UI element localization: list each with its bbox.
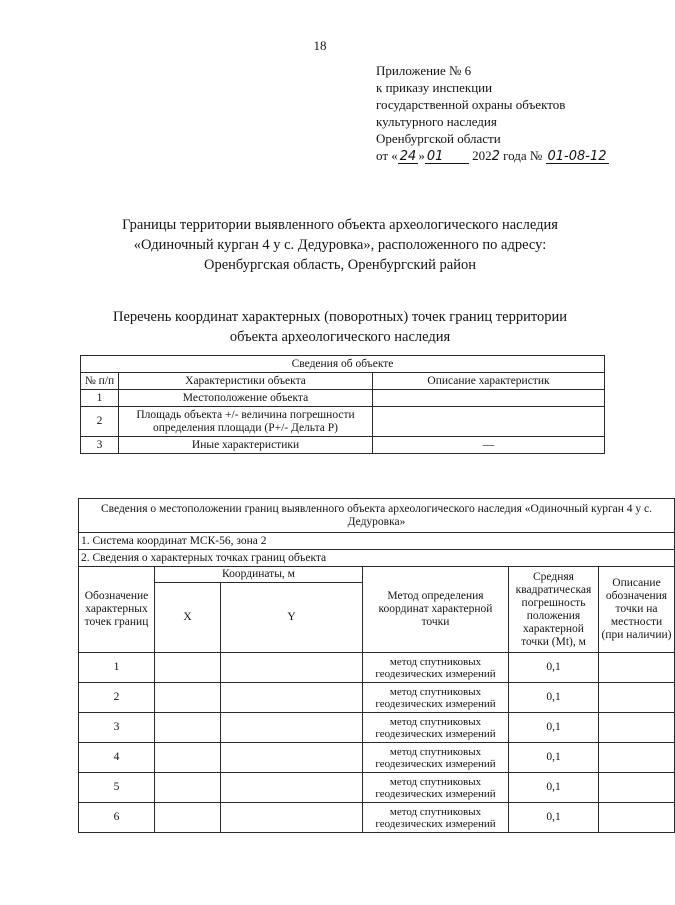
table-row <box>79 803 675 833</box>
point-number: 6 <box>79 803 155 833</box>
appendix-line: к приказу инспекции <box>376 80 493 95</box>
point-x <box>155 653 221 683</box>
point-description <box>599 743 675 773</box>
appendix-line: культурного наследия <box>376 114 497 129</box>
point-method: метод спутниковых геодезических измерений <box>363 683 509 713</box>
date-day-handwritten: 24 <box>399 149 417 164</box>
object-row-num: 1 <box>81 390 119 407</box>
col-x: X <box>155 583 221 653</box>
object-table-header-num: № п/п <box>81 373 119 390</box>
object-row-name: Иные характеристики <box>119 437 373 454</box>
point-method: метод спутниковых геодезических измерений <box>363 743 509 773</box>
point-y <box>221 773 363 803</box>
date-open-quote: « <box>391 148 398 163</box>
date-prefix: от <box>376 148 389 163</box>
table-row <box>81 437 605 454</box>
object-table-header-name: Характеристики объекта <box>119 373 373 390</box>
points-section-row: 2. Сведения о характерных точках границ объекта <box>79 550 675 567</box>
point-y <box>221 683 363 713</box>
title-line: Границы территории выявленного объекта археологического наследия <box>122 217 558 233</box>
point-x <box>155 773 221 803</box>
appendix-block <box>376 62 626 165</box>
point-method: метод спутниковых геодезических измерений <box>363 803 509 833</box>
table-row <box>79 773 675 803</box>
appendix-line: Приложение № 6 <box>376 63 472 78</box>
point-x <box>155 743 221 773</box>
point-y <box>221 803 363 833</box>
date-year-handwritten: 2 <box>491 149 500 164</box>
point-description <box>599 653 675 683</box>
table-row <box>79 653 675 683</box>
object-table-header-value: Описание характеристик <box>373 373 605 390</box>
point-accuracy: 0,1 <box>509 803 599 833</box>
point-number: 5 <box>79 773 155 803</box>
table-row <box>81 407 605 437</box>
point-accuracy: 0,1 <box>509 773 599 803</box>
coord-system-row: 1. Система координат МСК-56, зона 2 <box>79 533 675 550</box>
location-table-header: Сведения о местоположении границ выявленного объекта археологического наследия «Одиночный курган 4 у с. Дедуровка» <box>79 499 675 533</box>
page-number: 18 <box>313 38 327 53</box>
point-number: 3 <box>79 713 155 743</box>
table-row <box>79 683 675 713</box>
point-accuracy: 0,1 <box>509 683 599 713</box>
point-method: метод спутниковых геодезических измерений <box>363 653 509 683</box>
title-line: «Одиночный курган 4 у с. Дедуровка», расположенного по адресу: <box>133 237 547 253</box>
point-accuracy: 0,1 <box>509 743 599 773</box>
object-row-name: Местоположение объекта <box>119 390 373 407</box>
col-method: Метод определения координат характерной точки <box>363 567 509 653</box>
appendix-line: государственной охраны объектов <box>376 97 566 112</box>
table-row <box>79 713 675 743</box>
subtitle-line: объекта археологического наследия <box>229 329 451 345</box>
object-row-value <box>373 407 605 437</box>
point-description <box>599 683 675 713</box>
point-y <box>221 743 363 773</box>
point-number: 2 <box>79 683 155 713</box>
point-x <box>155 713 221 743</box>
col-accuracy: Средняя квадратическая погрешность положения характерной точки (Mt), м <box>509 567 599 653</box>
point-method: метод спутниковых геодезических измерений <box>363 773 509 803</box>
table-row <box>81 390 605 407</box>
point-method: метод спутниковых геодезических измерений <box>363 713 509 743</box>
point-y <box>221 653 363 683</box>
appendix-date-line <box>376 147 626 165</box>
title-line: Оренбургская область, Оренбургский район <box>203 257 477 273</box>
point-number: 4 <box>79 743 155 773</box>
point-y <box>221 713 363 743</box>
object-table-section-header: Сведения об объекте <box>81 356 605 373</box>
table-row <box>79 743 675 773</box>
date-month-handwritten: 01 <box>425 150 469 164</box>
point-x <box>155 803 221 833</box>
doc-number-handwritten: 01-08-12 <box>547 149 607 164</box>
col-designation: Обозначение характерных точек границ <box>79 567 155 653</box>
date-year-suffix: года № <box>503 148 543 163</box>
date-year-printed: 202 <box>472 148 492 163</box>
object-row-name: Площадь объекта +/- величина погрешности определения площади (Р+/- Дельта Р) <box>119 407 373 437</box>
point-description <box>599 713 675 743</box>
object-info-table <box>80 355 605 454</box>
object-row-num: 3 <box>81 437 119 454</box>
subtitle-line: Перечень координат характерных (поворотных) точек границ территории <box>112 309 568 325</box>
object-row-num: 2 <box>81 407 119 437</box>
col-description: Описание обозначения точки на местности (при наличии) <box>599 567 675 653</box>
appendix-line: Оренбургской области <box>376 131 501 146</box>
location-table <box>78 498 675 833</box>
point-accuracy: 0,1 <box>509 653 599 683</box>
point-accuracy: 0,1 <box>509 713 599 743</box>
col-y: Y <box>221 583 363 653</box>
point-description <box>599 773 675 803</box>
object-row-value: — <box>373 437 605 454</box>
document-subtitle <box>60 307 620 347</box>
object-row-value <box>373 390 605 407</box>
document-title <box>60 215 620 275</box>
date-close-quote: » <box>418 148 425 163</box>
point-description <box>599 803 675 833</box>
col-coordinates: Координаты, м <box>155 567 363 583</box>
point-number: 1 <box>79 653 155 683</box>
point-x <box>155 683 221 713</box>
